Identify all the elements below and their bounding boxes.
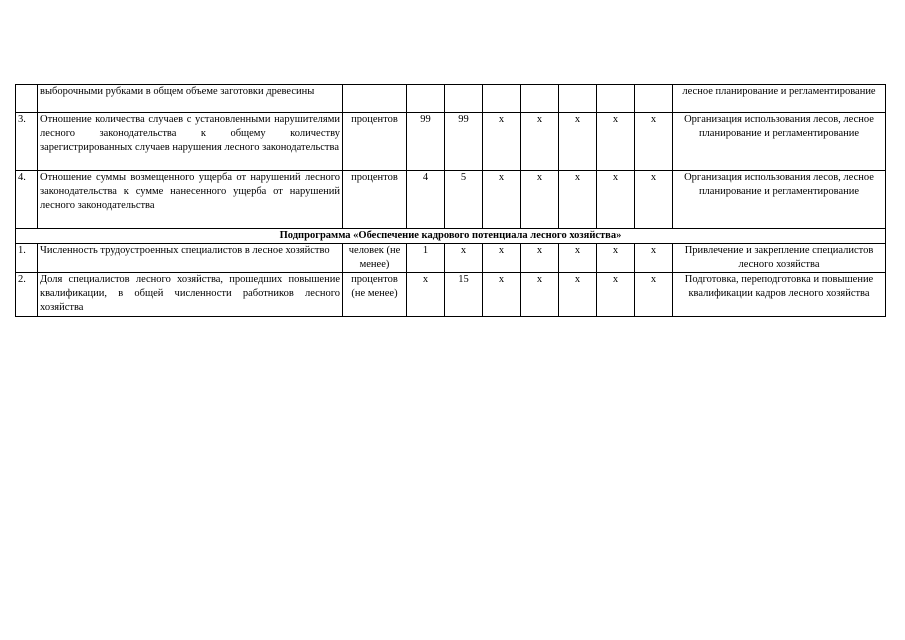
value-cell: x <box>635 113 673 171</box>
value-cell: x <box>483 273 521 317</box>
indicator-name: Доля специалистов лесного хозяйства, прошедших повышение квалификации, в общей численности работников лесного хозяйства <box>38 273 343 317</box>
value-cell <box>559 85 597 113</box>
table-row <box>16 171 886 229</box>
unit-of-measure <box>343 85 407 113</box>
value-cell: 15 <box>445 273 483 317</box>
row-number: 4. <box>16 171 38 229</box>
table-body <box>16 85 886 317</box>
row-number <box>16 85 38 113</box>
row-number: 3. <box>16 113 38 171</box>
indicators-table <box>15 84 886 317</box>
value-cell: x <box>483 113 521 171</box>
table-row <box>16 85 886 113</box>
value-cell: x <box>635 273 673 317</box>
value-cell: x <box>559 244 597 273</box>
value-cell: x <box>559 113 597 171</box>
unit-of-measure: процентов (не менее) <box>343 273 407 317</box>
value-cell: x <box>635 171 673 229</box>
value-cell: 1 <box>407 244 445 273</box>
indicator-name: Отношение суммы возмещенного ущерба от нарушений лесного законодательства к сумме нанесенного ущерба от нарушений лесного законодательства <box>38 171 343 229</box>
value-cell: x <box>521 171 559 229</box>
value-cell: x <box>559 171 597 229</box>
related-activity: Организация использования лесов, лесное планирование и регламентирование <box>673 113 886 171</box>
value-cell: x <box>483 171 521 229</box>
related-activity: Организация использования лесов, лесное планирование и регламентирование <box>673 171 886 229</box>
row-number: 2. <box>16 273 38 317</box>
value-cell: x <box>483 244 521 273</box>
table-row <box>16 273 886 317</box>
value-cell: x <box>597 244 635 273</box>
value-cell <box>521 85 559 113</box>
section-title: Подпрограмма «Обеспечение кадрового потенциала лесного хозяйства» <box>16 229 886 244</box>
value-cell: x <box>559 273 597 317</box>
value-cell: x <box>407 273 445 317</box>
value-cell: x <box>635 244 673 273</box>
related-activity: Подготовка, переподготовка и повышение квалификации кадров лесного хозяйства <box>673 273 886 317</box>
value-cell: x <box>445 244 483 273</box>
value-cell <box>635 85 673 113</box>
value-cell: 99 <box>407 113 445 171</box>
value-cell: x <box>597 171 635 229</box>
related-activity: Привлечение и закрепление специалистов лесного хозяйства <box>673 244 886 273</box>
table-row <box>16 244 886 273</box>
value-cell <box>445 85 483 113</box>
value-cell: 4 <box>407 171 445 229</box>
value-cell: 99 <box>445 113 483 171</box>
value-cell <box>407 85 445 113</box>
value-cell <box>597 85 635 113</box>
value-cell <box>483 85 521 113</box>
value-cell: x <box>597 113 635 171</box>
table-row <box>16 113 886 171</box>
indicator-name: выборочными рубками в общем объеме заготовки древесины <box>38 85 343 113</box>
section-header-row <box>16 229 886 244</box>
value-cell: 5 <box>445 171 483 229</box>
related-activity: лесное планирование и регламентирование <box>673 85 886 113</box>
indicator-name: Численность трудоустроенных специалистов в лесное хозяйство <box>38 244 343 273</box>
value-cell: x <box>521 273 559 317</box>
value-cell: x <box>521 244 559 273</box>
unit-of-measure: процентов <box>343 171 407 229</box>
value-cell: x <box>521 113 559 171</box>
unit-of-measure: процентов <box>343 113 407 171</box>
unit-of-measure: человек (не менее) <box>343 244 407 273</box>
value-cell: x <box>597 273 635 317</box>
indicator-name: Отношение количества случаев с установленными нарушителями лесного законодательства к общему количеству зарегистрированных случаев нарушения лесного законодательства <box>38 113 343 171</box>
row-number: 1. <box>16 244 38 273</box>
